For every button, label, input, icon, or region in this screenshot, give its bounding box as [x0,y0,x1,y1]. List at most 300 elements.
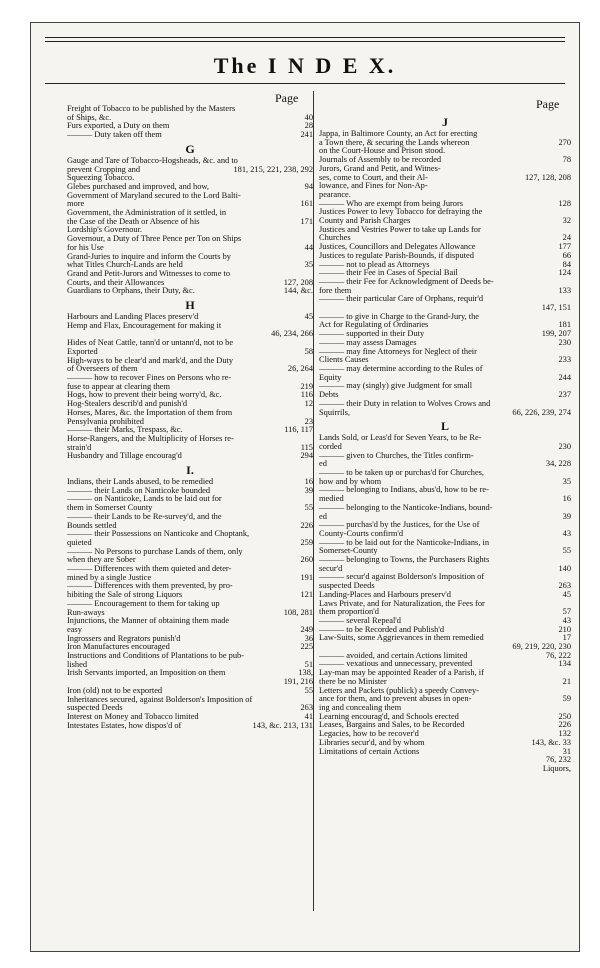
entry-text: ——— on Nanticoke, Lands to be laid out for [67,495,222,504]
entry-page: 34, 228 [545,459,571,469]
entry-page: 259 [300,537,313,547]
index-entry [319,547,571,556]
page-label-left: Page [275,91,299,105]
entry-page: 76, 222 [545,650,571,660]
index-entry [67,253,313,262]
entry-page: 32 [562,216,571,226]
entry-text: Lordship's Governour. [67,226,143,235]
entry-text: Husbandry and Tillage encourag'd [67,452,182,461]
entry-text: ——— to be taken up or purchas'd for Churches, [319,469,485,478]
entry-text: corded [319,442,342,451]
entry-page: 263 [300,703,313,713]
entry-text: strain'd [67,443,92,452]
entry-text: ——— may fine Attorneys for Neglect of their [319,347,477,356]
entry-page: 171 [300,216,313,226]
index-entry [319,182,571,191]
index-entry [67,270,313,279]
entry-page: 45 [562,589,571,599]
entry-page: 127, 128, 208 [524,172,571,182]
entry-text: Guardians to Orphans, their Duty, &c. [67,287,195,296]
index-entry [67,617,313,626]
entry-text: ——— avoided, and certain Actions limited [319,651,468,660]
index-entry [319,434,571,443]
index-entry [319,486,571,495]
index-entry [67,365,313,374]
index-entry [319,748,571,757]
index-entry [67,166,313,175]
entry-page: 23 [304,416,313,426]
index-entry [319,139,571,148]
entry-text: ——— may (singly) give Judgment for small [319,382,473,391]
index-entry [319,617,571,626]
entry-page: 16 [304,477,313,487]
entry-text: how and by whom [319,477,382,486]
entry-text: Iron Manufactures encouraged [67,643,170,652]
entry-text: Pensylvania prohibited [67,417,144,426]
entry-text: Act for Regulating of Ordinaries [319,321,429,330]
entry-text: Hog-Stealers describ'd and punish'd [67,400,188,409]
entry-page: 260 [300,555,313,565]
index-entry [67,626,313,635]
entry-text: Libraries secur'd, and by whom [319,738,425,747]
entry-text: lished [67,660,88,669]
entry-page: 40 [304,112,313,122]
entry-page: 230 [558,441,571,451]
entry-page: 26, 264 [287,364,313,374]
index-entry [319,208,571,217]
entry-text: Horses, Mares, &c. the Importation of them from [67,408,233,417]
index-entry [67,652,313,661]
entry-text: them in Somerset County [67,504,153,513]
entry-page: 140 [558,563,571,573]
entry-text: Churches [319,234,351,243]
entry-page: 116 [300,390,313,400]
index-entry [67,452,313,461]
index-entry [67,444,313,453]
entry-page: 263 [558,581,571,591]
entry-text: Justices Power to levy Tobacco for defraying the [319,208,483,217]
entry-text: ——— Differences with them prevented, by pro- [67,582,233,591]
index-entry [319,652,571,661]
index-entry [319,313,571,322]
index-entry [319,374,571,383]
index-entry [319,713,571,722]
index-entry [67,226,313,235]
entry-text: Law-Suits, some Aggrievances in them remedied [319,634,484,643]
entry-page: 191, 216 [283,677,313,687]
index-entry [319,226,571,235]
entry-page: 181, 215, 221, 238, 292 [233,164,313,174]
top-rule-inner [45,41,565,42]
entry-text: Justices and Vestries Power to take up Lands for [319,225,481,234]
entry-page: 45 [304,312,313,322]
entry-text: ——— their Lands on Nanticoke bounded [67,486,211,495]
entry-text: ——— several Repeal'd [319,616,401,625]
entry-page: 226 [300,520,313,530]
entry-text: ——— to be Recorded and Publish'd [319,625,445,634]
index-entry [67,244,313,253]
entry-text: there be no Minister [319,677,387,686]
entry-page: 225 [300,642,313,652]
index-entry [319,452,571,461]
index-entry [319,704,571,713]
entry-page: 69, 219, 220, 230 [512,642,571,652]
index-entry [319,513,571,522]
index-entry [319,330,571,339]
entry-text: ——— their Lands to be Re-survey'd, and the [67,512,222,521]
entry-page: Liquors, [542,763,571,773]
entry-page: 31 [562,746,571,756]
index-entry [67,209,313,218]
entry-text: ——— supported in their Duty [319,330,425,339]
entry-page: 66, 226, 239, 274 [512,407,571,417]
entry-text: easy [67,625,82,634]
entry-text: the Case of the Death or Absence of his [67,217,200,226]
entry-page: 94 [304,181,313,191]
entry-text: ed [319,460,327,469]
entry-page: 219 [300,381,313,391]
entry-text: Courts, and their Allowances [67,278,165,287]
index-entry [67,495,313,504]
entry-page: 55 [304,503,313,513]
entry-text: ——— not to plead as Attorneys [319,260,430,269]
index-entry [67,174,313,183]
index-entry [319,739,571,748]
entry-page: 134 [558,659,571,669]
index-entry [67,383,313,392]
entry-text: secur'd [319,564,343,573]
index-entry [67,105,313,114]
entry-page: 21 [562,676,571,686]
entry-text: ——— their Fee in Cases of Special Bail [319,269,458,278]
entry-page: 138, [298,668,313,678]
entry-text: County-Courts confirm'd [319,529,404,538]
entry-text: ——— belonging to Towns, the Purchasers Rights [319,556,490,565]
entry-text: ——— may determine according to the Rules of [319,364,483,373]
index-entry [67,409,313,418]
index-entry [67,391,313,400]
entry-text: what Titles Church-Lands are held [67,261,183,270]
entry-text: Journals of Assembly to be recorded [319,156,442,165]
index-entry [319,295,571,304]
index-entry [67,548,313,557]
entry-text: ——— their particular Care of Orphans, requir'd [319,295,484,304]
entry-page: 55 [304,685,313,695]
entry-page: 241 [300,130,313,140]
index-entry [319,530,571,539]
entry-text: Ingrossers and Regrators punish'd [67,634,181,643]
entry-page: 191 [300,572,313,582]
index-entry [319,573,571,582]
entry-text: ——— belonging to the Nanticoke-Indians, bound- [319,503,493,512]
entry-text: Debts [319,391,339,400]
entry-text: Iron (old) not to be exported [67,686,163,695]
index-entry [319,191,571,200]
entry-page: 124 [558,268,571,278]
entry-text: Government, the Administration of it settled, in [67,209,227,218]
entry-page: 249 [300,624,313,634]
entry-page: 17 [562,633,571,643]
index-entry [67,582,313,591]
entry-page: 116, 117 [284,425,313,435]
index-entry [319,234,571,243]
index-entry [319,391,571,400]
entry-page: 294 [300,451,313,461]
entry-text: Legacies, how to be recover'd [319,730,419,739]
index-entry [319,669,571,678]
index-entry [319,643,571,652]
entry-page: 35 [562,476,571,486]
index-entry [67,609,313,618]
entry-text: High-ways to be clear'd and mark'd, and the Duty [67,356,234,365]
index-entry [67,339,313,348]
entry-page: 237 [558,390,571,400]
index-entry [319,339,571,348]
entry-text: more [67,200,85,209]
top-rule-outer [45,37,565,38]
entry-text: ing and concealing them [319,704,402,712]
entry-page: 147, 151 [541,303,571,313]
entry-text: Equity [319,373,342,382]
entry-page: 127, 208 [283,277,313,287]
index-entry [319,409,571,418]
entry-text: Lands Sold, or Leas'd for Seven Years, to be Re- [319,434,482,443]
entry-page: 39 [304,485,313,495]
index-entry [67,131,313,140]
entry-text: ——— Duty taken off them [67,131,162,140]
entry-text: ——— may assess Damages [319,338,417,347]
index-entry [319,660,571,669]
index-entry [319,321,571,330]
entry-text: Justices to regulate Parish-Bounds, if disputed [319,251,474,260]
index-entry [67,418,313,427]
entry-text: Limitations of certain Actions [319,747,420,756]
index-entry [67,426,313,435]
section-letter: H [185,298,195,313]
entry-page: 78 [562,155,571,165]
entry-text: Lay-man may be appointed Reader of a Parish, if [319,669,484,678]
index-entry [67,635,313,644]
index-entry [67,287,313,296]
index-entry [67,200,313,209]
entry-page: 51 [304,659,313,669]
entry-page: 121 [300,590,313,600]
entry-page: 132 [558,729,571,739]
entry-text: ——— to be laid out for the Nanticoke-Indians, in [319,538,490,547]
entry-text: Intestates Estates, how dispos'd of [67,721,182,730]
index-entry [319,382,571,391]
entry-text: Run-aways [67,608,105,617]
index-entry [67,122,313,131]
entry-page: 24 [562,233,571,243]
index-entry [319,756,571,765]
entry-text: a Town there, & securing the Lands whereon [319,138,470,147]
entry-page: 76, 232 [545,755,571,765]
index-entry [67,504,313,513]
entry-page: 44 [304,242,313,252]
entry-text: Horse-Rangers, and the Multiplicity of Horses re- [67,434,234,443]
index-entry [319,156,571,165]
index-entry [67,374,313,383]
entry-page: 84 [562,259,571,269]
index-entry [319,217,571,226]
entry-text: of Overseers of them [67,365,138,374]
entry-text: Hides of Neat Cattle, tann'd or untann'd, not to be [67,339,234,348]
index-entry [319,200,571,209]
index-entry [319,304,571,313]
entry-text: ——— secur'd against Bolderson's Imposition of [319,573,485,582]
entry-text: ——— to give in Charge to the Grand-Jury, the [319,312,480,321]
entry-page: 244 [558,372,571,382]
entry-text: Interest on Money and Tobacco limited [67,713,199,721]
index-entry [67,522,313,531]
index-entry [67,261,313,270]
entry-page: 66 [562,250,571,260]
entry-text: quieted [67,538,92,547]
index-entry [319,504,571,513]
entry-text: Letters and Packets (publick) a speedy Convey- [319,686,480,695]
index-page [30,22,580,952]
entry-text: mined by a single Justice [67,573,152,582]
entry-page: 133 [558,285,571,295]
entry-page: 58 [304,346,313,356]
entry-text: ——— Who are exempt from being Jurors [319,199,464,208]
index-entry [319,147,571,156]
entry-text: Justices, Councillors and Delegates Allowance [319,243,476,252]
index-entry [67,722,313,731]
index-entry [319,252,571,261]
entry-page: 177 [558,242,571,252]
entry-page: 59 [562,694,571,704]
index-entry [67,114,313,123]
entry-page: 43 [562,528,571,538]
entry-text: Grand-Juries to inquire and inform the Courts by [67,252,231,261]
entry-page: 143, &c. 213, 131 [252,720,313,730]
entry-text: lowance, and Fines for Non-Ap- [319,182,428,191]
entry-text: Leases, Bargains and Sales, to be Recorded [319,721,465,730]
index-entry [67,591,313,600]
index-entry [67,643,313,652]
entry-text: Governour, a Duty of Three Pence per Ton on Ships [67,235,242,244]
entry-text: ses, come to Court, and their Al- [319,173,428,182]
index-entry [67,704,313,713]
entry-text: Squeezing Tobacco. [67,174,135,183]
entry-text: medied [319,495,344,504]
index-entry [319,443,571,452]
entry-text: ——— Differences with them quieted and deter- [67,565,232,574]
index-entry [319,495,571,504]
entry-text: County and Parish Charges [319,217,411,226]
entry-text: Glebes purchased and improved, and how, [67,182,210,191]
entry-text: Exported [67,347,98,356]
entry-text: Gauge and Tare of Tobacco-Hogsheads, &c. and to [67,156,238,165]
entry-text: ——— purchas'd by the Justices, for the Use of [319,521,480,530]
entry-text: ——— Encouragement to them for taking up [67,599,220,608]
index-entry [67,235,313,244]
entry-text: Inheritances secured, against Bolderson's Imposition of [67,695,253,704]
index-entry [319,261,571,270]
entry-text: fuse to appear at clearing them [67,382,171,391]
entry-page: 115 [300,442,313,452]
entry-text: Harbours and Landing Places preserv'd [67,313,199,322]
index-entry [67,669,313,678]
entry-page: 108, 281 [283,607,313,617]
entry-text: fore them [319,286,352,295]
index-entry [67,539,313,548]
index-entry [319,269,571,278]
entry-text: ——— their Marks, Trespass, &c. [67,426,183,435]
entry-page: 39 [562,511,571,521]
entry-page: 270 [558,137,571,147]
page-title: The I N D E X. [213,53,397,78]
entry-text: Jappa, in Baltimore County, an Act for erecting [319,130,478,138]
index-entry [319,678,571,687]
entry-text: Hemp and Flax, Encouragement for making it [67,321,222,330]
entry-text: ——— No Persons to purchase Lands of them, only [67,547,243,556]
entry-page: 46, 234, 266 [271,329,313,339]
entry-text: ——— given to Churches, the Titles confirm- [319,451,474,460]
index-entry [67,348,313,357]
entry-text: Freight of Tobacco to be published by the Masters [67,105,236,113]
entry-page: 230 [558,337,571,347]
entry-page: 35 [304,260,313,270]
index-entry [319,539,571,548]
section-letter: L [440,419,449,434]
title-rule [45,83,565,84]
entry-text: pearance. [319,190,351,199]
index-entry [67,357,313,366]
index-entry [67,487,313,496]
index-entry [67,696,313,705]
index-entry [319,721,571,730]
index-entry [319,626,571,635]
entry-text: Squirrils, [319,408,350,417]
entry-text: ——— belonging to Indians, abus'd, how to be re- [319,486,489,495]
index-entry [67,678,313,687]
index-entry [67,687,313,696]
entry-text: ——— vexatious and unnecessary, prevented [319,660,473,669]
index-entry [319,521,571,530]
index-entry [67,556,313,565]
entry-text: Grand and Petit-Jurors and Witnesses to come to [67,269,231,278]
section-letter: I. [186,463,194,478]
entry-text: for his Use [67,243,104,252]
entry-text: Bounds settled [67,521,117,530]
entry-text: ance for them, and to prevent abuses in open- [319,695,472,704]
index-entry [319,460,571,469]
index-entry [319,469,571,478]
entry-text: ——— their Possessions on Nanticoke and Choptank, [67,530,250,539]
entry-page: 12 [304,399,313,409]
entry-page: 36 [304,633,313,643]
entry-page: 144, &c. [283,286,313,296]
entry-page: 55 [562,546,571,556]
index-entry [67,279,313,288]
entry-text: Clients Causes [319,356,369,365]
entry-text: hibiting the Sale of strong Liquors [67,591,183,600]
index-entry [67,192,313,201]
entry-page: 28 [304,121,313,131]
index-entry [319,608,571,617]
index-entry [67,513,313,522]
entry-text: ——— how to recover Fines on Persons who re- [67,373,232,382]
entry-page: 41 [304,712,313,721]
index-entry [67,574,313,583]
index-entry [319,687,571,696]
index-entry [319,478,571,487]
entry-text: Somerset-County [319,547,378,556]
entry-page: 57 [562,607,571,617]
